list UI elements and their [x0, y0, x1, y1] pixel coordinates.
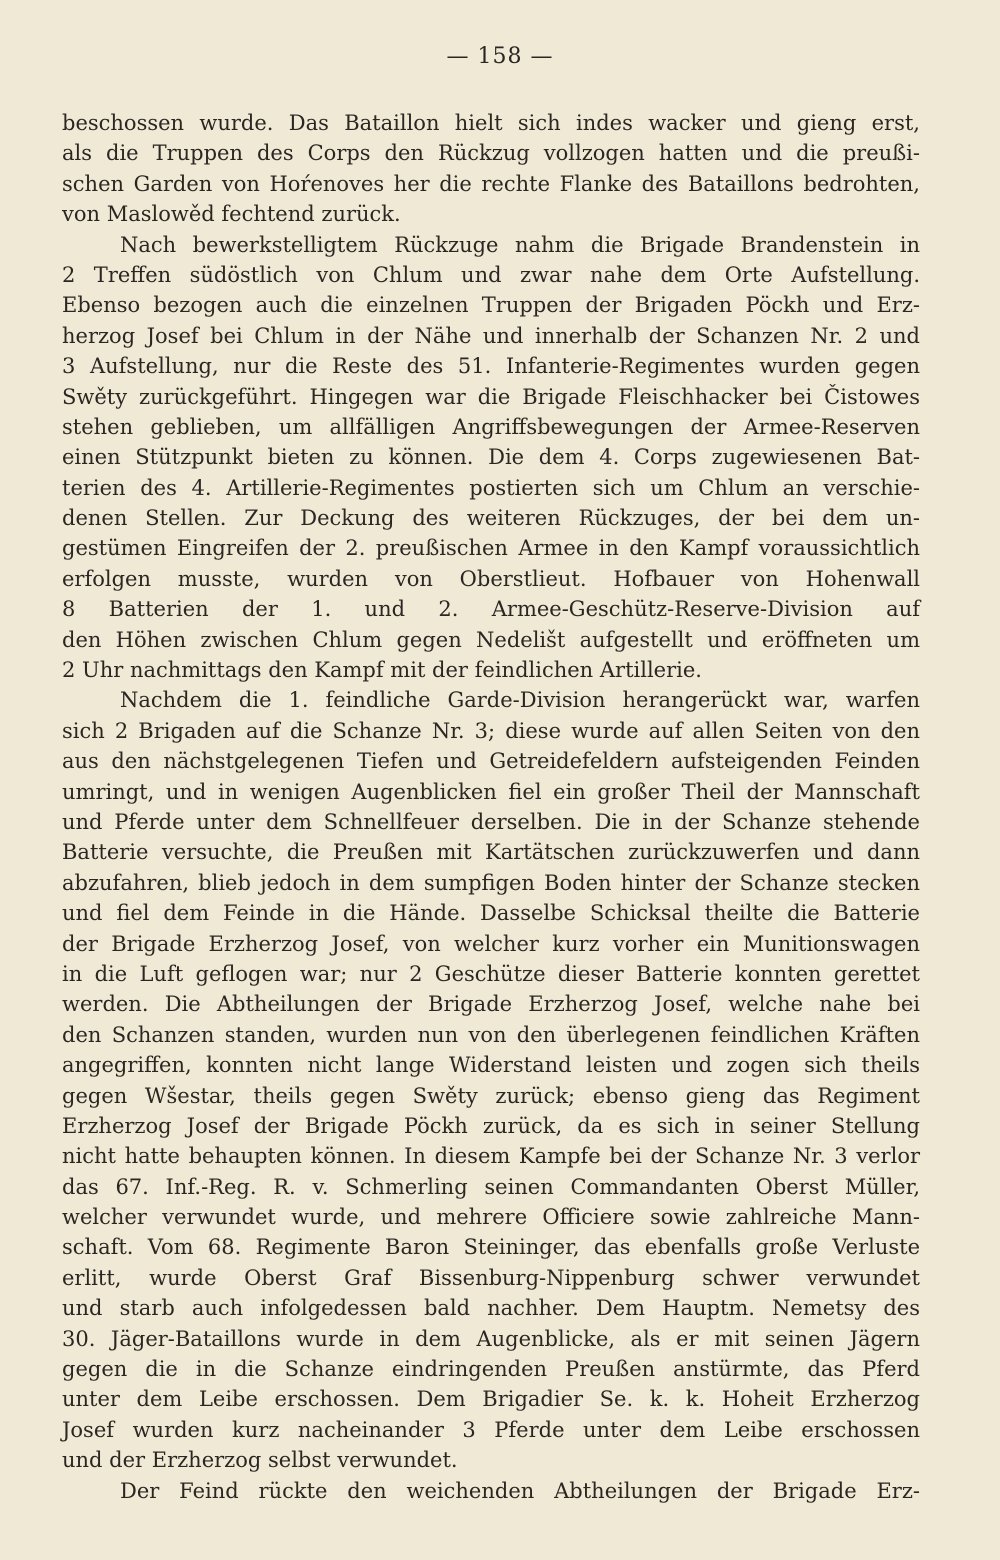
- text-line: und Pferde unter dem Schnellfeuer derselben. Die in der Schanze stehende: [62, 809, 920, 834]
- text-line: beschossen wurde. Das Bataillon hielt sich indes wacker und gieng erst,: [62, 111, 920, 135]
- text-line: gestümen Eingreifen der 2. preußischen Armee in den Kampf voraussichtlich: [62, 536, 920, 561]
- text-line: Der Feind rückte den weichenden Abtheilungen der Brigade Erz-: [120, 1478, 920, 1503]
- text-line: abzufahren, blieb jedoch in dem sumpfigen Boden hinter der Schanze stecken: [62, 870, 920, 895]
- text-line: 30. Jäger-Bataillons wurde in dem Augenblicke, als er mit seinen Jägern: [62, 1326, 920, 1351]
- text-line: Ebenso bezogen auch die einzelnen Truppen der Brigaden Pöckh und Erz-: [62, 293, 920, 318]
- text-line: Nachdem die 1. feindliche Garde-Division herangerückt war, warfen: [120, 688, 920, 713]
- body-text: [62, 108, 920, 1506]
- text-line: einen Stützpunkt bieten zu können. Die dem 4. Corps zugewiesenen Bat-: [62, 445, 920, 470]
- text-line: Erzherzog Josef der Brigade Pöckh zurück, da es sich in seiner Stellung: [62, 1113, 920, 1138]
- text-line: gegen Wšestar, theils gegen Swěty zurück; ebenso gieng das Regiment: [62, 1083, 920, 1108]
- text-line: erfolgen musste, wurden von Oberstlieut. Hofbauer von Hohenwall: [62, 566, 920, 591]
- text-line: den Schanzen standen, wurden nun von den überlegenen feindlichen Kräften: [62, 1022, 920, 1047]
- text-line: das 67. Inf.-Reg. R. v. Schmerling seinen Commandanten Oberst Müller,: [62, 1174, 920, 1199]
- text-line: den Höhen zwischen Chlum gegen Nedelišt aufgestellt und eröffneten um: [62, 627, 920, 652]
- text-line: Swěty zurückgeführt. Hingegen war die Brigade Fleischhacker bei Čistowes: [62, 384, 920, 409]
- text-line: umringt, und in wenigen Augenblicken fiel ein großer Theil der Mannschaft: [62, 779, 920, 804]
- text-line: werden. Die Abtheilungen der Brigade Erzherzog Josef, welche nahe bei: [62, 992, 920, 1017]
- text-line: denen Stellen. Zur Deckung des weiteren Rückzuges, der bei dem un-: [62, 506, 920, 531]
- text-line: Josef wurden kurz nacheinander 3 Pferde unter dem Leibe erschossen: [62, 1417, 920, 1442]
- text-line: erlitt, wurde Oberst Graf Bissenburg-Nippenburg schwer verwundet: [62, 1265, 920, 1290]
- text-line: Nach bewerkstelligtem Rückzuge nahm die Brigade Brandenstein in: [120, 232, 920, 257]
- text-line: angegriffen, konnten nicht lange Widerstand leisten und zogen sich theils: [62, 1053, 920, 1078]
- text-line: von Maslowěd fechtend zurück.: [62, 202, 401, 227]
- text-line: der Brigade Erzherzog Josef, von welcher kurz vorher ein Munitionswagen: [62, 931, 920, 956]
- text-line: aus den nächstgelegenen Tiefen und Getreidefeldern aufsteigenden Feinden: [62, 749, 920, 774]
- text-line: gegen die in die Schanze eindringenden Preußen anstürmte, das Pferd: [62, 1357, 920, 1382]
- text-line: 8 Batterien der 1. und 2. Armee-Geschütz-Reserve-Division auf: [62, 597, 920, 622]
- text-line: terien des 4. Artillerie-Regimentes postierten sich um Chlum an verschie-: [62, 475, 920, 500]
- text-line: 3 Aufstellung, nur die Reste des 51. Infanterie-Regimentes wurden gegen: [62, 354, 920, 379]
- text-line: Batterie versuchte, die Preußen mit Kartätschen zurückzuwerfen und dann: [62, 840, 920, 865]
- text-line: nicht hatte behaupten können. In diesem Kampfe bei der Schanze Nr. 3 verlor: [62, 1144, 920, 1169]
- text-line: als die Truppen des Corps den Rückzug vollzogen hatten und die preußi-: [62, 141, 920, 166]
- text-line: schen Garden von Hoŕenoves her die rechte Flanke des Bataillons bedrohten,: [62, 171, 920, 196]
- text-line: herzog Josef bei Chlum in der Nähe und innerhalb der Schanzen Nr. 2 und: [62, 323, 920, 348]
- text-line: in die Luft geflogen war; nur 2 Geschütze dieser Batterie konnten gerettet: [62, 961, 920, 986]
- text-line: unter dem Leibe erschossen. Dem Brigadier Se. k. k. Hoheit Erzherzog: [62, 1387, 920, 1412]
- text-line: welcher verwundet wurde, und mehrere Officiere sowie zahlreiche Mann-: [62, 1205, 920, 1230]
- text-line: sich 2 Brigaden auf die Schanze Nr. 3; diese wurde auf allen Seiten von den: [62, 718, 920, 743]
- page-number: — 158 —: [446, 44, 554, 69]
- text-line: 2 Treffen südöstlich von Chlum und zwar nahe dem Orte Aufstellung.: [62, 262, 920, 287]
- text-line: 2 Uhr nachmittags den Kampf mit der feindlichen Artillerie.: [62, 658, 702, 683]
- text-line: und starb auch infolgedessen bald nachher. Dem Hauptm. Nemetsy des: [62, 1296, 920, 1321]
- text-line: und der Erzherzog selbst verwundet.: [62, 1448, 458, 1473]
- text-line: und fiel dem Feinde in die Hände. Dasselbe Schicksal theilte die Batterie: [62, 901, 920, 926]
- text-line: schaft. Vom 68. Regimente Baron Steininger, das ebenfalls große Verluste: [62, 1235, 920, 1260]
- text-line: stehen geblieben, um allfälligen Angriffsbewegungen der Armee-Reserven: [62, 414, 920, 439]
